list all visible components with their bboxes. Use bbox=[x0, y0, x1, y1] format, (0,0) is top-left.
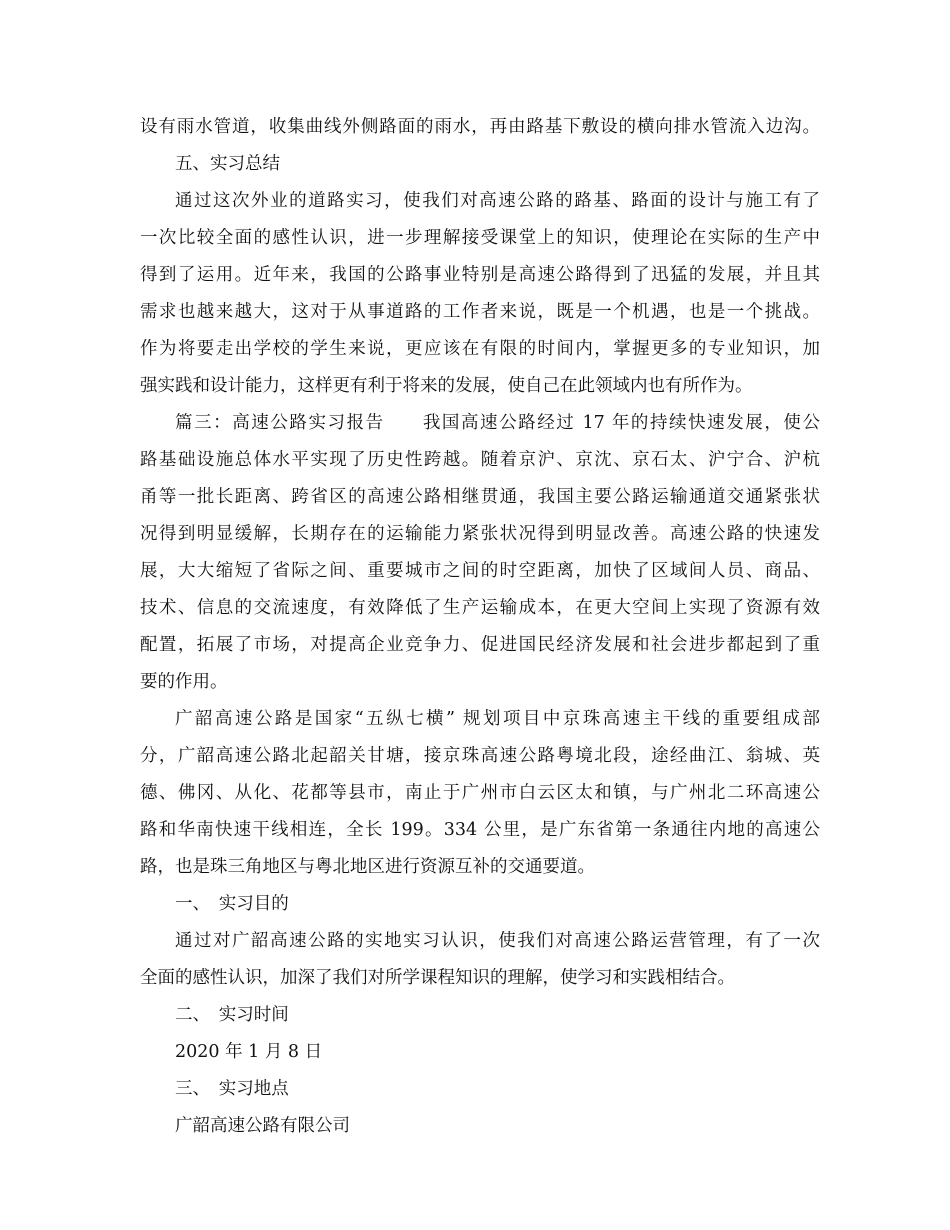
text-line: 甬等一批长距离、跨省区的高速公路相继贯通，我国主要公路运输通道交通紧张状 bbox=[140, 487, 820, 507]
text-line: 路，也是珠三角地区与粤北地区进行资源互补的交通要道。 bbox=[140, 857, 595, 877]
text-line: 展，大大缩短了省际之间、重要城市之间的时空距离，加快了区域间人员、商品、 bbox=[140, 561, 820, 581]
text-line: 二、 实习时间 bbox=[175, 1005, 289, 1025]
text-line: 2020 年 1 月 8 日 bbox=[175, 1042, 323, 1062]
text-line: 一、 实习目的 bbox=[175, 894, 289, 914]
text-line: 需求也越来越大，这对于从事道路的工作者来说，既是一个机遇，也是一个挑战。 bbox=[140, 302, 820, 322]
text-line: 通过对广韶高速公路的实地实习认识，使我们对高速公路运营管理，有了一次 bbox=[175, 931, 820, 951]
text-line: 路基础设施总体水平实现了历史性跨越。随着京沪、京沈、京石太、沪宁合、沪杭 bbox=[140, 450, 820, 470]
text-line: 德、佛冈、从化、花都等县市，南止于广州市白云区太和镇，与广州北二环高速公 bbox=[140, 783, 820, 803]
text-line: 配置，拓展了市场，对提高企业竞争力、促进国民经济发展和社会进步都起到了重 bbox=[140, 635, 820, 655]
text-line: 强实践和设计能力，这样更有利于将来的发展，使自己在此领域内也有所作为。 bbox=[140, 376, 753, 396]
text-line: 通过这次外业的道路实习，使我们对高速公路的路基、路面的设计与施工有了 bbox=[175, 191, 820, 211]
text-line: 作为将要走出学校的学生来说，更应该在有限的时间内，掌握更多的专业知识，加 bbox=[140, 339, 820, 359]
text-line: 技术、信息的交流速度，有效降低了生产运输成本，在更大空间上实现了资源有效 bbox=[140, 598, 820, 618]
text-line: 设有雨水管道，收集曲线外侧路面的雨水，再由路基下敷设的横向排水管流入边沟。 bbox=[140, 117, 820, 137]
text-line: 况得到明显缓解，长期存在的运输能力紧张状况得到明显改善。高速公路的快速发 bbox=[140, 524, 820, 544]
text-line: 一次比较全面的感性认识，进一步理解接受课堂上的知识，使理论在实际的生产中 bbox=[140, 228, 820, 248]
text-line: 分，广韶高速公路北起韶关甘塘，接京珠高速公路粤境北段，途经曲江、翁城、英 bbox=[140, 746, 820, 766]
text-line: 得到了运用。近年来，我国的公路事业特别是高速公路得到了迅猛的发展，并且其 bbox=[140, 265, 820, 285]
text-line: 三、 实习地点 bbox=[175, 1079, 289, 1099]
text-line: 篇三：高速公路实习报告 我国高速公路经过 17 年的持续快速发展，使公 bbox=[175, 413, 820, 433]
text-line: 全面的感性认识，加深了我们对所学课程知识的理解，使学习和实践相结合。 bbox=[140, 968, 735, 988]
text-line: 路和华南快速干线相连，全长 199。334 公里，是广东省第一条通往内地的高速公 bbox=[140, 820, 820, 840]
text-line: 广韶高速公路是国家“五纵七横” 规划项目中京珠高速主干线的重要组成部 bbox=[175, 709, 820, 729]
text-line: 五、实习总结 bbox=[175, 154, 280, 174]
text-line: 要的作用。 bbox=[140, 672, 228, 692]
document-body bbox=[140, 109, 820, 1145]
text-line: 广韶高速公路有限公司 bbox=[175, 1116, 350, 1136]
